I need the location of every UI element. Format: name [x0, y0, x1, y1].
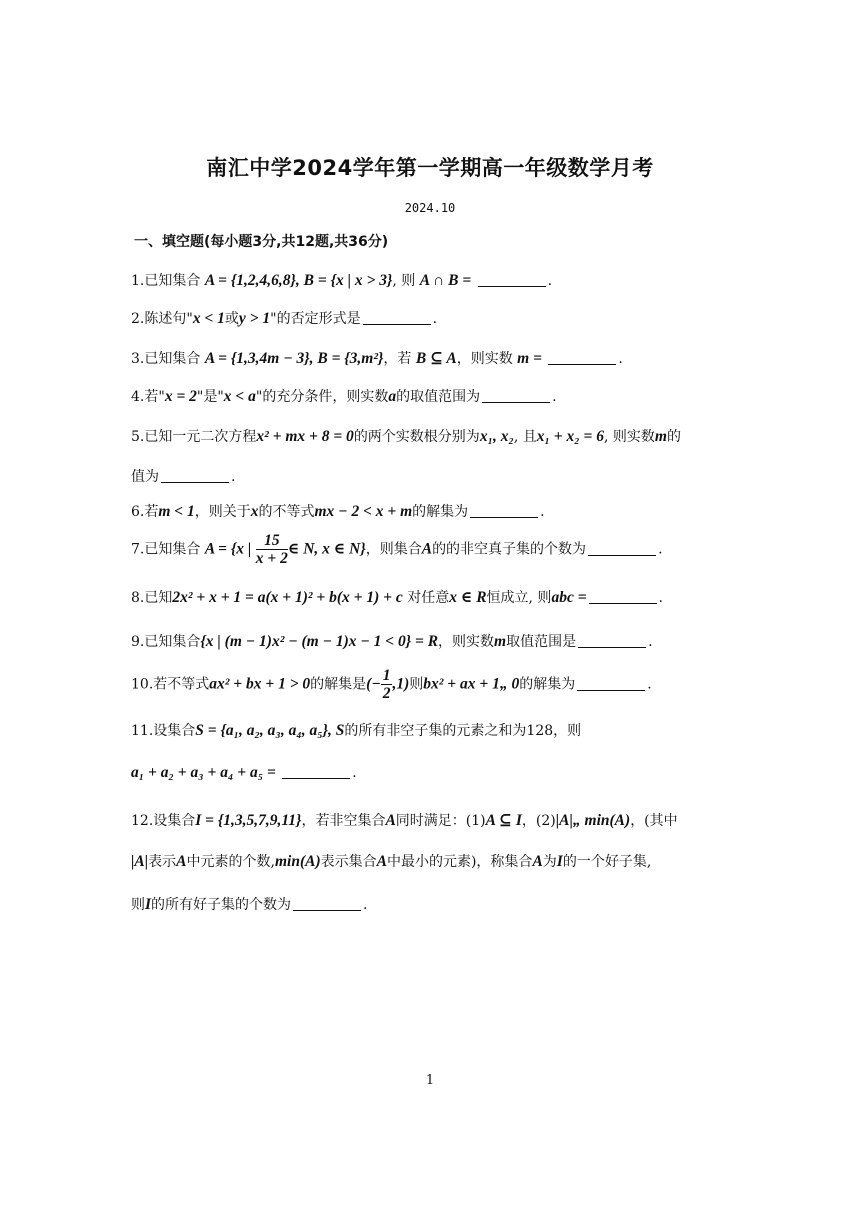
question-text: ，若 [383, 351, 412, 367]
math-expr: A = {x | [204, 540, 252, 558]
question-text: 值为 [131, 469, 159, 485]
question-text: 的所有非空子集的元素之和为128，则 [344, 723, 582, 739]
punct: . [658, 541, 663, 558]
question-text: "是" [196, 389, 224, 405]
math-expr: ax² + bx + 1 > 0 [209, 675, 311, 693]
question-text: 取值范围是 [506, 634, 577, 650]
punct: . [618, 351, 623, 367]
math-expr: I [145, 896, 152, 913]
fraction-denominator: x + 2 [255, 550, 288, 567]
question-number: 12. [131, 813, 154, 829]
question-text: 则 [409, 676, 424, 693]
question-number: 9. [131, 634, 145, 650]
math-expr: x < 1 [192, 310, 225, 327]
math-expr: |A| [131, 853, 149, 870]
question-number: 2. [131, 311, 145, 327]
question-text: 设集合 [153, 813, 196, 829]
fraction [256, 532, 288, 567]
math-expr: x ∈ R [449, 589, 487, 606]
math-expr: x = 2 [164, 388, 197, 405]
fraction-numerator: 15 [256, 532, 288, 550]
question-number: 4. [131, 389, 145, 405]
question-text: 的解集是 [310, 676, 367, 693]
question-2 [131, 308, 731, 328]
question-text: ，则实数 [456, 351, 513, 367]
question-10 [131, 667, 731, 702]
question-text: 中最小的元素)，称集合 [386, 854, 533, 870]
punct: . [540, 504, 545, 520]
fraction [381, 667, 393, 702]
answer-blank [363, 310, 431, 325]
question-11-line-2 [131, 764, 731, 782]
question-number: 7. [131, 541, 145, 558]
question-text: 已知集合 [144, 351, 201, 367]
answer-blank [589, 589, 657, 604]
fraction-denominator: 2 [382, 685, 391, 702]
question-12-line-2 [131, 851, 731, 871]
question-12 [131, 810, 731, 830]
math-expr: x₁ + x₂ = 6 [536, 428, 605, 445]
question-number: 11. [131, 723, 154, 739]
math-expr: bx² + ax + 1„ 0 [423, 675, 520, 693]
question-text: , 且 [513, 429, 537, 445]
math-expr: I = {1,3,5,7,9,11} [195, 812, 302, 829]
question-text: ，则关于 [194, 504, 251, 520]
math-expr: A [376, 853, 387, 870]
question-text: 的不等式 [258, 504, 315, 520]
question-text: 已知集合 [144, 541, 201, 558]
math-expr: A [532, 853, 543, 870]
question-text: 的取值范围为 [396, 389, 481, 405]
question-text: 陈述句" [144, 311, 193, 327]
exam-date: 2024.10 [404, 201, 456, 215]
question-text: 同时满足：(1) [395, 813, 486, 829]
question-text: 的的非空真子集的个数为 [432, 541, 587, 558]
question-number: 1. [131, 273, 145, 289]
question-text: 的两个实数根分别为 [353, 429, 480, 445]
math-expr: m < 1 [158, 503, 195, 520]
question-text: 若 [144, 504, 159, 520]
question-text: 的 [666, 429, 681, 445]
math-expr: a₁ + a₂ + a₃ + a₄ + a₅ = [131, 764, 276, 781]
math-expr: 2x² + x + 1 = a(x + 1)² + b(x + 1) + c [172, 589, 403, 606]
question-text: 设集合 [153, 723, 196, 739]
question-text: ，若非空集合 [301, 813, 386, 829]
math-expr: (− [366, 675, 381, 693]
question-text: 或 [224, 311, 239, 327]
math-expr: mx − 2 < x + m [314, 503, 413, 520]
question-number: 8. [131, 590, 145, 606]
math-expr: ,1) [392, 675, 410, 693]
math-expr: A ⊆ I [485, 812, 522, 829]
question-7 [131, 532, 731, 567]
punct: . [432, 311, 438, 327]
punct: . [552, 389, 557, 405]
question-text: 的一个好子集, [562, 854, 652, 870]
math-expr: x² + mx + 8 = 0 [256, 428, 354, 445]
answer-blank [282, 764, 350, 779]
question-text: 表示集合 [320, 854, 377, 870]
punct: . [658, 590, 663, 606]
math-expr: min(A) [274, 853, 321, 870]
math-expr: |A|„ min(A) [555, 812, 631, 829]
math-expr: A = {1,2,4,6,8}, B = {x | x > 3} [204, 272, 393, 289]
answer-blank [470, 503, 538, 518]
math-expr: {x | (m − 1)x² − (m − 1)x − 1 < 0} = R [200, 633, 439, 650]
question-text: ，(其中 [630, 813, 678, 829]
punct: . [363, 897, 368, 913]
question-6 [131, 501, 731, 521]
question-text: 若" [144, 389, 165, 405]
question-text: 的解集为 [412, 504, 469, 520]
question-11 [131, 720, 731, 740]
question-9 [131, 631, 731, 651]
punct: . [231, 469, 236, 485]
section-heading: 一、填空题(每小题3分,共12题,共36分) [134, 234, 389, 250]
math-expr: A [385, 812, 396, 829]
question-5 [131, 426, 731, 446]
math-expr: S = {a₁, a₂, a₃, a₄, a₅}, S [195, 722, 345, 739]
math-expr: abc = [551, 589, 587, 606]
question-4 [131, 386, 731, 406]
math-expr: B ⊆ A [415, 350, 457, 367]
question-number: 10. [131, 676, 154, 693]
question-text: , 则 [392, 273, 416, 289]
question-text: 则 [131, 897, 145, 913]
question-text: 的解集为 [519, 676, 576, 693]
question-text: 恒成立, 则 [486, 590, 552, 606]
answer-blank [161, 468, 229, 483]
question-text: ，则集合 [365, 541, 422, 558]
math-expr: A = {1,3,4m − 3}, B = {3,m²} [204, 350, 384, 367]
question-8 [131, 587, 731, 607]
question-1 [131, 270, 731, 290]
punct: . [547, 273, 553, 289]
math-expr: a [388, 388, 397, 405]
punct: . [648, 634, 653, 650]
question-number: 6. [131, 504, 145, 520]
math-expr: A ∩ B = [419, 272, 472, 289]
question-text: , 则实数 [604, 429, 655, 445]
question-number: 3. [131, 351, 145, 367]
question-text: 已知集合 [144, 273, 201, 289]
question-text: 中元素的个数, [186, 854, 275, 870]
question-3 [131, 348, 731, 368]
question-5-line-2 [131, 466, 731, 486]
answer-blank [588, 541, 656, 556]
math-expr: A [176, 853, 187, 870]
math-expr: A [421, 540, 433, 558]
question-text: 表示 [148, 854, 177, 870]
question-text: 已知 [144, 590, 173, 606]
math-expr: m [494, 633, 507, 650]
math-expr: x [250, 503, 259, 520]
punct: . [647, 676, 652, 693]
question-text: 对任意 [407, 590, 450, 606]
question-number: 5. [131, 429, 145, 445]
question-text: "的否定形式是 [270, 311, 361, 327]
punct: . [352, 765, 357, 781]
math-expr: m = [517, 350, 542, 367]
question-text: "的充分条件，则实数 [255, 389, 389, 405]
answer-blank [478, 272, 546, 287]
question-text: ，则实数 [438, 634, 495, 650]
answer-blank [577, 676, 645, 691]
question-text: 的所有好子集的个数为 [151, 897, 292, 913]
answer-blank [578, 633, 646, 648]
exam-title: 南汇中学2024学年第一学期高一年级数学月考 [206, 156, 654, 180]
question-12-line-3 [131, 894, 731, 914]
math-expr: I [556, 853, 563, 870]
question-text: ，(2) [521, 813, 556, 829]
math-expr: y > 1 [238, 310, 271, 327]
math-expr: x₁, x₂ [479, 428, 514, 445]
question-text: 若不等式 [153, 676, 210, 693]
question-text: 为 [542, 854, 557, 870]
page-number: 1 [425, 1073, 435, 1088]
math-expr: ∈ N, x ∈ N} [287, 540, 366, 558]
question-text: 已知集合 [144, 634, 201, 650]
math-expr: m [654, 428, 667, 445]
math-expr: x < a [223, 388, 256, 405]
answer-blank [482, 388, 550, 403]
answer-blank [293, 896, 361, 911]
answer-blank [548, 350, 616, 365]
fraction-numerator: 1 [382, 667, 391, 684]
question-text: 已知一元二次方程 [144, 429, 257, 445]
